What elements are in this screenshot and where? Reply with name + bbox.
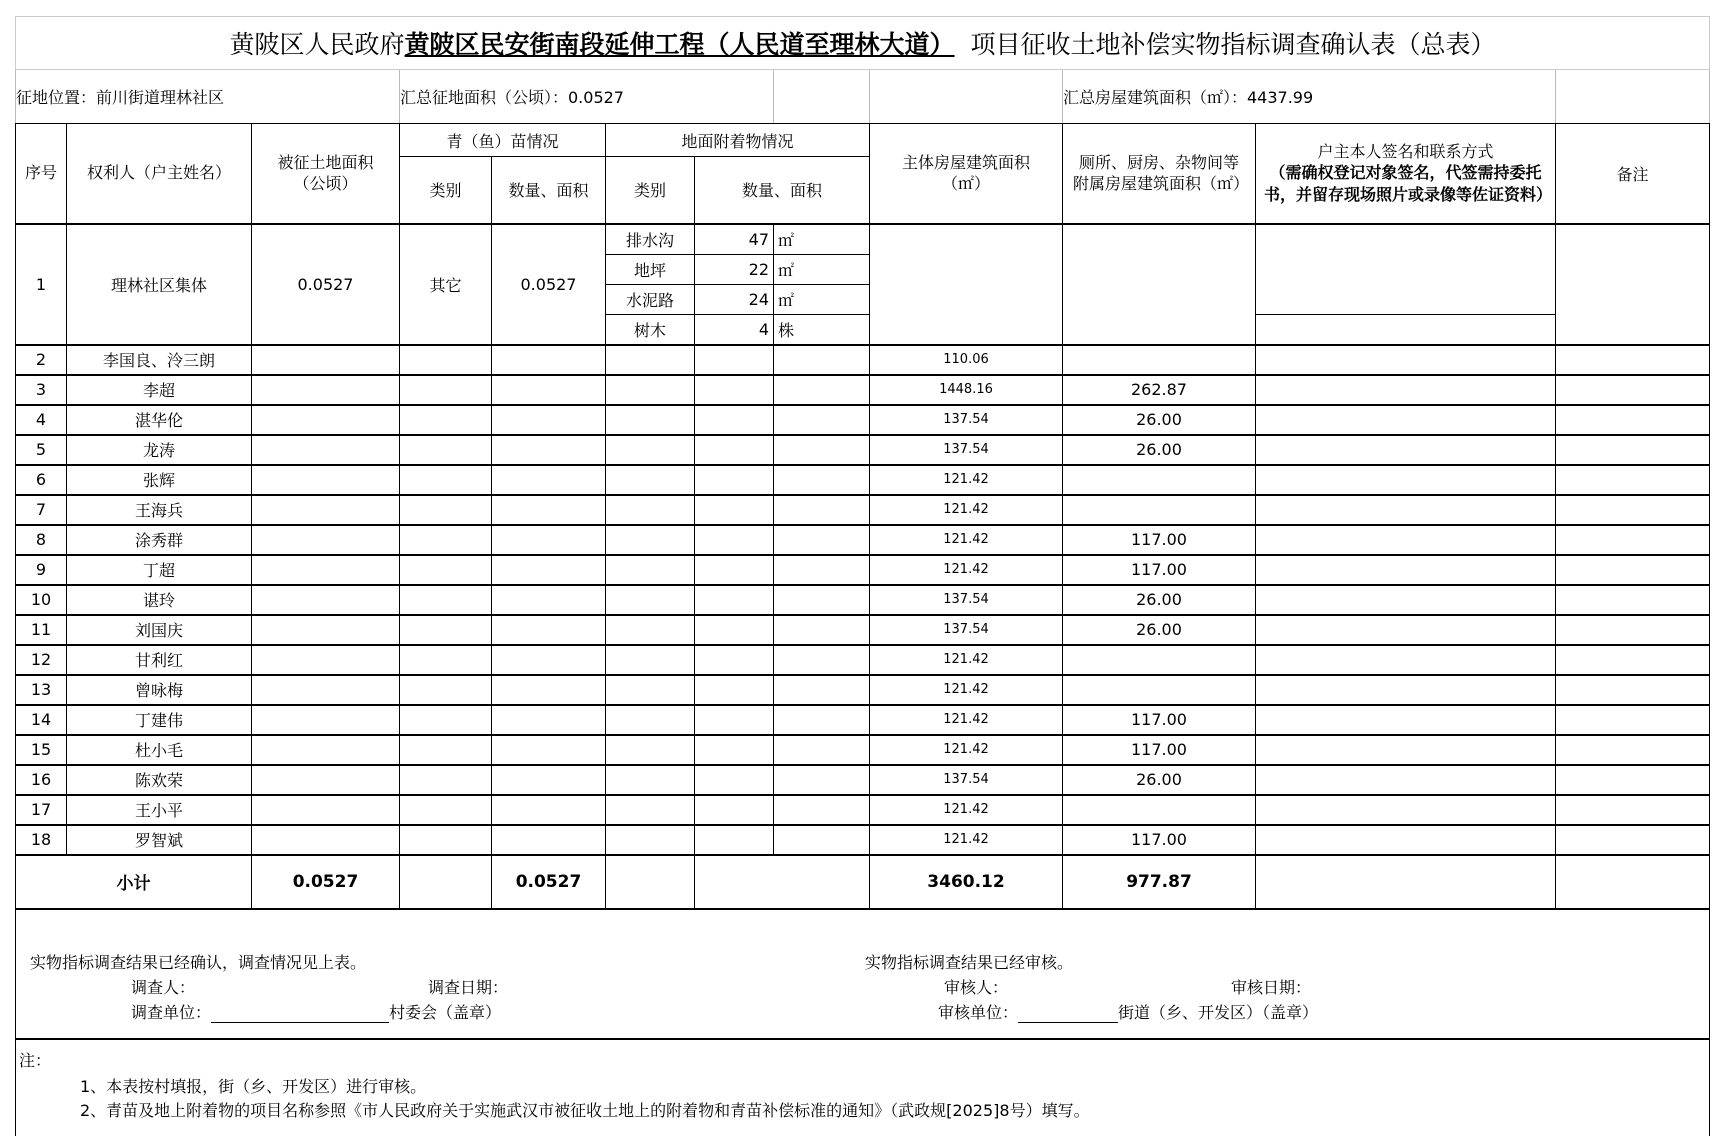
row-main-building: 137.54 <box>870 765 1063 795</box>
row-seq: 15 <box>16 735 67 765</box>
empty-cell <box>774 735 870 765</box>
empty-cell <box>492 435 606 465</box>
empty-cell <box>695 705 774 735</box>
total-aux-building: 977.87 <box>1063 855 1256 909</box>
row1-owner: 理林社区集体 <box>67 224 252 345</box>
row-aux-building: 117.00 <box>1063 555 1256 585</box>
review-unit-label: 审核单位： <box>938 1002 1019 1022</box>
row-aux-building <box>1063 795 1256 825</box>
header-attachments: 地面附着物情况 <box>606 124 870 157</box>
empty-cell <box>695 435 774 465</box>
header-attach-type: 类别 <box>606 157 695 224</box>
empty-cell <box>1556 375 1710 405</box>
empty-cell <box>774 375 870 405</box>
empty-cell <box>774 345 870 375</box>
attachment-qty: 24 <box>695 284 774 314</box>
row-owner: 张辉 <box>67 465 252 495</box>
empty-cell <box>1556 705 1710 735</box>
empty-cell <box>252 435 400 465</box>
header-land-area: 被征土地面积（公顷） <box>252 124 400 224</box>
row-aux-building: 26.00 <box>1063 615 1256 645</box>
review-unit-field[interactable] <box>1018 1006 1118 1023</box>
header-main-building: 主体房屋建筑面积（㎡） <box>870 124 1063 224</box>
row-sign[interactable] <box>1256 615 1556 645</box>
row-sign[interactable] <box>1256 735 1556 765</box>
empty-cell <box>492 615 606 645</box>
row-main-building: 137.54 <box>870 435 1063 465</box>
row-owner: 谌玲 <box>67 585 252 615</box>
empty-cell <box>774 615 870 645</box>
total-label: 小计 <box>16 855 252 909</box>
row-main-building: 137.54 <box>870 405 1063 435</box>
row-seq: 13 <box>16 675 67 705</box>
signature-section <box>16 909 1710 1039</box>
attachment-type: 水泥路 <box>606 284 695 314</box>
empty-cell <box>400 345 492 375</box>
empty-cell <box>492 405 606 435</box>
row-owner: 李超 <box>67 375 252 405</box>
attachment-unit: 株 <box>774 314 870 345</box>
empty-cell <box>1556 345 1710 375</box>
table-row <box>16 345 1710 375</box>
empty-cell <box>492 525 606 555</box>
row-aux-building <box>1063 345 1256 375</box>
empty-cell <box>774 585 870 615</box>
table-row <box>16 465 1710 495</box>
empty-cell <box>252 705 400 735</box>
row-sign[interactable] <box>1256 705 1556 735</box>
reviewer-label: 审核人： <box>944 977 1009 997</box>
empty-cell <box>695 405 774 435</box>
row-owner: 涂秀群 <box>67 525 252 555</box>
empty-cell <box>774 795 870 825</box>
attachment-type: 地坪 <box>606 254 695 284</box>
empty-cell <box>1556 615 1710 645</box>
header-crop-type: 类别 <box>400 157 492 224</box>
row-aux-building: 26.00 <box>1063 585 1256 615</box>
empty-cell <box>695 585 774 615</box>
total-crop-qty: 0.0527 <box>492 855 606 909</box>
row-seq: 14 <box>16 705 67 735</box>
row-seq: 7 <box>16 495 67 525</box>
empty-cell <box>252 405 400 435</box>
row-owner: 罗智斌 <box>67 825 252 855</box>
empty-cell <box>774 825 870 855</box>
empty-cell <box>695 765 774 795</box>
table-row <box>16 615 1710 645</box>
empty-cell <box>252 615 400 645</box>
attachment-qty: 47 <box>695 224 774 255</box>
empty-cell <box>492 765 606 795</box>
empty-cell <box>492 645 606 675</box>
row-main-building: 121.42 <box>870 495 1063 525</box>
investigate-date-label: 调查日期： <box>428 977 509 997</box>
empty-cell <box>400 495 492 525</box>
empty-cell <box>252 465 400 495</box>
row1-seq: 1 <box>16 224 67 345</box>
empty-cell <box>606 585 695 615</box>
empty-cell <box>400 615 492 645</box>
attachment-unit: ㎡ <box>774 254 870 284</box>
row-aux-building <box>1063 465 1256 495</box>
empty-cell <box>774 405 870 435</box>
row-owner: 龙涛 <box>67 435 252 465</box>
empty-cell <box>492 465 606 495</box>
empty-cell <box>400 795 492 825</box>
empty-cell <box>1556 765 1710 795</box>
empty-cell <box>252 525 400 555</box>
header-crops: 青（鱼）苗情况 <box>400 124 606 157</box>
empty-cell <box>400 555 492 585</box>
row-main-building: 121.42 <box>870 525 1063 555</box>
row-sign[interactable] <box>1256 585 1556 615</box>
note-item: 2、青苗及地上附着物的项目名称参照《市人民政府关于实施武汉市被征收土地上的附着物和青苗补偿标准的通知》（武政规[2025]8号）填写。 <box>80 1100 1090 1120</box>
row-aux-building <box>1063 675 1256 705</box>
row-owner: 杜小毛 <box>67 735 252 765</box>
empty-cell <box>695 465 774 495</box>
empty-cell <box>1556 435 1710 465</box>
header-aux-building: 厕所、厨房、杂物间等附属房屋建筑面积（㎡） <box>1063 124 1256 224</box>
row-owner: 王小平 <box>67 795 252 825</box>
row-sign[interactable] <box>1256 825 1556 855</box>
row-aux-building: 26.00 <box>1063 405 1256 435</box>
empty-cell <box>695 675 774 705</box>
empty-cell <box>1556 795 1710 825</box>
table-row <box>16 525 1710 555</box>
empty-cell <box>252 555 400 585</box>
empty-cell <box>1556 645 1710 675</box>
row-main-building: 110.06 <box>870 345 1063 375</box>
empty-cell <box>606 525 695 555</box>
right-statement: 实物指标调查结果已经审核。 <box>865 952 1074 972</box>
empty-cell <box>400 705 492 735</box>
investigator-label: 调查人： <box>131 977 196 997</box>
table-row <box>16 705 1710 735</box>
row-seq: 12 <box>16 645 67 675</box>
empty-cell <box>606 555 695 585</box>
row-main-building: 137.54 <box>870 585 1063 615</box>
row-main-building: 1448.16 <box>870 375 1063 405</box>
empty-cell <box>774 765 870 795</box>
empty-cell <box>492 345 606 375</box>
row-owner: 甘利红 <box>67 645 252 675</box>
header-sign: 户主本人签名和联系方式 （需确权登记对象签名，代签需持委托书，并留存现场照片或录像等佐证资料） <box>1256 124 1556 224</box>
row-main-building: 121.42 <box>870 555 1063 585</box>
row-seq: 5 <box>16 435 67 465</box>
empty-cell <box>606 735 695 765</box>
empty-cell <box>252 795 400 825</box>
empty-cell <box>492 555 606 585</box>
row-aux-building <box>1063 495 1256 525</box>
row1-sign[interactable] <box>1256 224 1556 315</box>
empty-cell <box>400 405 492 435</box>
row-main-building: 121.42 <box>870 705 1063 735</box>
row-owner: 曾咏梅 <box>67 675 252 705</box>
empty-cell <box>492 735 606 765</box>
empty-cell <box>252 735 400 765</box>
row-seq: 3 <box>16 375 67 405</box>
row-seq: 2 <box>16 345 67 375</box>
row-seq: 10 <box>16 585 67 615</box>
row-sign[interactable] <box>1256 405 1556 435</box>
row1-land-area: 0.0527 <box>252 224 400 345</box>
empty-cell <box>400 465 492 495</box>
table-row <box>16 795 1710 825</box>
empty-cell <box>252 765 400 795</box>
empty-cell <box>695 495 774 525</box>
empty-cell <box>400 825 492 855</box>
total-land-area: 0.0527 <box>252 855 400 909</box>
village-seal-label: 村委会（盖章） <box>389 1002 502 1022</box>
survey-table <box>15 16 1710 1136</box>
empty-cell <box>252 825 400 855</box>
empty-cell <box>774 465 870 495</box>
empty-cell <box>774 495 870 525</box>
row-aux-building: 117.00 <box>1063 525 1256 555</box>
table-row <box>16 825 1710 855</box>
empty-cell <box>606 615 695 645</box>
notes-section <box>16 1039 1710 1136</box>
total-land-area: 汇总征地面积（公顷）：0.0527 <box>400 70 774 124</box>
notes-label: 注： <box>19 1050 52 1070</box>
empty-cell <box>774 555 870 585</box>
row-sign[interactable] <box>1256 555 1556 585</box>
empty-cell <box>400 435 492 465</box>
empty-cell <box>252 495 400 525</box>
row-seq: 9 <box>16 555 67 585</box>
table-row <box>16 405 1710 435</box>
review-date-label: 审核日期： <box>1231 977 1312 997</box>
empty-cell <box>606 465 695 495</box>
header-remark: 备注 <box>1556 124 1710 224</box>
empty-cell <box>400 585 492 615</box>
empty-cell <box>400 675 492 705</box>
page-title: 黄陂区人民政府黄陂区民安街南段延伸工程（人民道至理林大道） 项目征收土地补偿实物指标调查确认表（总表） <box>16 17 1710 70</box>
row-seq: 11 <box>16 615 67 645</box>
empty-cell <box>695 795 774 825</box>
attachment-type: 树木 <box>606 314 695 345</box>
header-seq: 序号 <box>16 124 67 224</box>
row-main-building: 121.42 <box>870 795 1063 825</box>
empty-cell <box>695 645 774 675</box>
row-main-building: 121.42 <box>870 735 1063 765</box>
table-row <box>16 585 1710 615</box>
empty-cell <box>252 345 400 375</box>
row-seq: 6 <box>16 465 67 495</box>
empty-cell <box>492 375 606 405</box>
row-aux-building <box>1063 645 1256 675</box>
row-aux-building: 26.00 <box>1063 435 1256 465</box>
table-row <box>16 375 1710 405</box>
empty-cell <box>606 675 695 705</box>
row-main-building: 121.42 <box>870 465 1063 495</box>
attachment-unit: ㎡ <box>774 284 870 314</box>
empty-cell <box>606 435 695 465</box>
empty-cell <box>1556 495 1710 525</box>
investigate-unit-field[interactable] <box>211 1006 389 1023</box>
empty-cell <box>492 495 606 525</box>
table-row <box>16 435 1710 465</box>
row-aux-building: 26.00 <box>1063 765 1256 795</box>
attachment-qty: 4 <box>695 314 774 345</box>
row-sign[interactable] <box>1256 795 1556 825</box>
empty-cell <box>606 375 695 405</box>
empty-cell <box>695 825 774 855</box>
attachment-type: 排水沟 <box>606 224 695 255</box>
table-row <box>16 555 1710 585</box>
empty-cell <box>774 525 870 555</box>
row-owner: 李国良、泠三朗 <box>67 345 252 375</box>
empty-cell <box>400 645 492 675</box>
row-sign[interactable] <box>1256 525 1556 555</box>
empty-cell <box>606 405 695 435</box>
empty-cell <box>606 645 695 675</box>
row-sign[interactable] <box>1256 345 1556 375</box>
table-row <box>16 735 1710 765</box>
table-row <box>16 765 1710 795</box>
empty-cell <box>252 675 400 705</box>
empty-cell <box>1556 825 1710 855</box>
table-row <box>16 495 1710 525</box>
row-sign[interactable] <box>1256 645 1556 675</box>
empty-cell <box>774 435 870 465</box>
header-crop-qty: 数量、面积 <box>492 157 606 224</box>
empty-cell <box>400 735 492 765</box>
row-aux-building: 117.00 <box>1063 705 1256 735</box>
note-item: 1、本表按村填报，街（乡、开发区）进行审核。 <box>80 1076 427 1096</box>
investigate-unit-label: 调查单位： <box>131 1002 212 1022</box>
empty-cell <box>1556 465 1710 495</box>
empty-cell <box>695 345 774 375</box>
row-owner: 王海兵 <box>67 495 252 525</box>
empty-cell <box>774 705 870 735</box>
empty-cell <box>252 375 400 405</box>
empty-cell <box>252 645 400 675</box>
empty-cell <box>1556 555 1710 585</box>
row-aux-building: 117.00 <box>1063 825 1256 855</box>
total-main-building: 3460.12 <box>870 855 1063 909</box>
row-owner: 陈欢荣 <box>67 765 252 795</box>
empty-cell <box>1556 525 1710 555</box>
empty-cell <box>492 825 606 855</box>
empty-cell <box>606 705 695 735</box>
row-owner: 丁超 <box>67 555 252 585</box>
empty-cell <box>252 585 400 615</box>
row1-crop-qty: 0.0527 <box>492 224 606 345</box>
header-owner: 权利人（户主姓名） <box>67 124 252 224</box>
location: 征地位置：前川街道理林社区 <box>16 70 400 124</box>
empty-cell <box>400 375 492 405</box>
row-seq: 16 <box>16 765 67 795</box>
row-owner: 湛华伦 <box>67 405 252 435</box>
empty-cell <box>695 375 774 405</box>
row-aux-building: 117.00 <box>1063 735 1256 765</box>
empty-cell <box>774 675 870 705</box>
empty-cell <box>1556 675 1710 705</box>
row-main-building: 137.54 <box>870 615 1063 645</box>
empty-cell <box>1556 735 1710 765</box>
empty-cell <box>774 645 870 675</box>
empty-cell <box>492 585 606 615</box>
empty-cell <box>695 525 774 555</box>
row-seq: 17 <box>16 795 67 825</box>
empty-cell <box>606 795 695 825</box>
row-sign[interactable] <box>1256 435 1556 465</box>
empty-cell <box>606 495 695 525</box>
empty-cell <box>606 825 695 855</box>
header-attach-qty: 数量、面积 <box>695 157 870 224</box>
street-seal-label: 街道（乡、开发区）（盖章） <box>1118 1002 1319 1022</box>
row-sign[interactable] <box>1256 765 1556 795</box>
empty-cell <box>695 615 774 645</box>
table-row <box>16 675 1710 705</box>
row-main-building: 121.42 <box>870 825 1063 855</box>
empty-cell <box>400 525 492 555</box>
empty-cell <box>1556 585 1710 615</box>
row-sign[interactable] <box>1256 495 1556 525</box>
row-main-building: 121.42 <box>870 675 1063 705</box>
row-owner: 丁建伟 <box>67 705 252 735</box>
total-building-area: 汇总房屋建筑面积（㎡）：4437.99 <box>1063 70 1556 124</box>
empty-cell <box>695 555 774 585</box>
row-owner: 刘国庆 <box>67 615 252 645</box>
row-seq: 8 <box>16 525 67 555</box>
row-sign[interactable] <box>1256 375 1556 405</box>
table-row <box>16 645 1710 675</box>
attachment-qty: 22 <box>695 254 774 284</box>
empty-cell <box>492 705 606 735</box>
empty-cell <box>606 765 695 795</box>
row-sign[interactable] <box>1256 465 1556 495</box>
row-sign[interactable] <box>1256 675 1556 705</box>
attachment-unit: ㎡ <box>774 224 870 255</box>
empty-cell <box>492 795 606 825</box>
row-main-building: 121.42 <box>870 645 1063 675</box>
empty-cell <box>400 765 492 795</box>
row-seq: 4 <box>16 405 67 435</box>
empty-cell <box>606 345 695 375</box>
left-statement: 实物指标调查结果已经确认，调查情况见上表。 <box>30 952 367 972</box>
row-seq: 18 <box>16 825 67 855</box>
row1-crop-type: 其它 <box>400 224 492 345</box>
empty-cell <box>492 675 606 705</box>
row-aux-building: 262.87 <box>1063 375 1256 405</box>
empty-cell <box>1556 405 1710 435</box>
empty-cell <box>695 735 774 765</box>
